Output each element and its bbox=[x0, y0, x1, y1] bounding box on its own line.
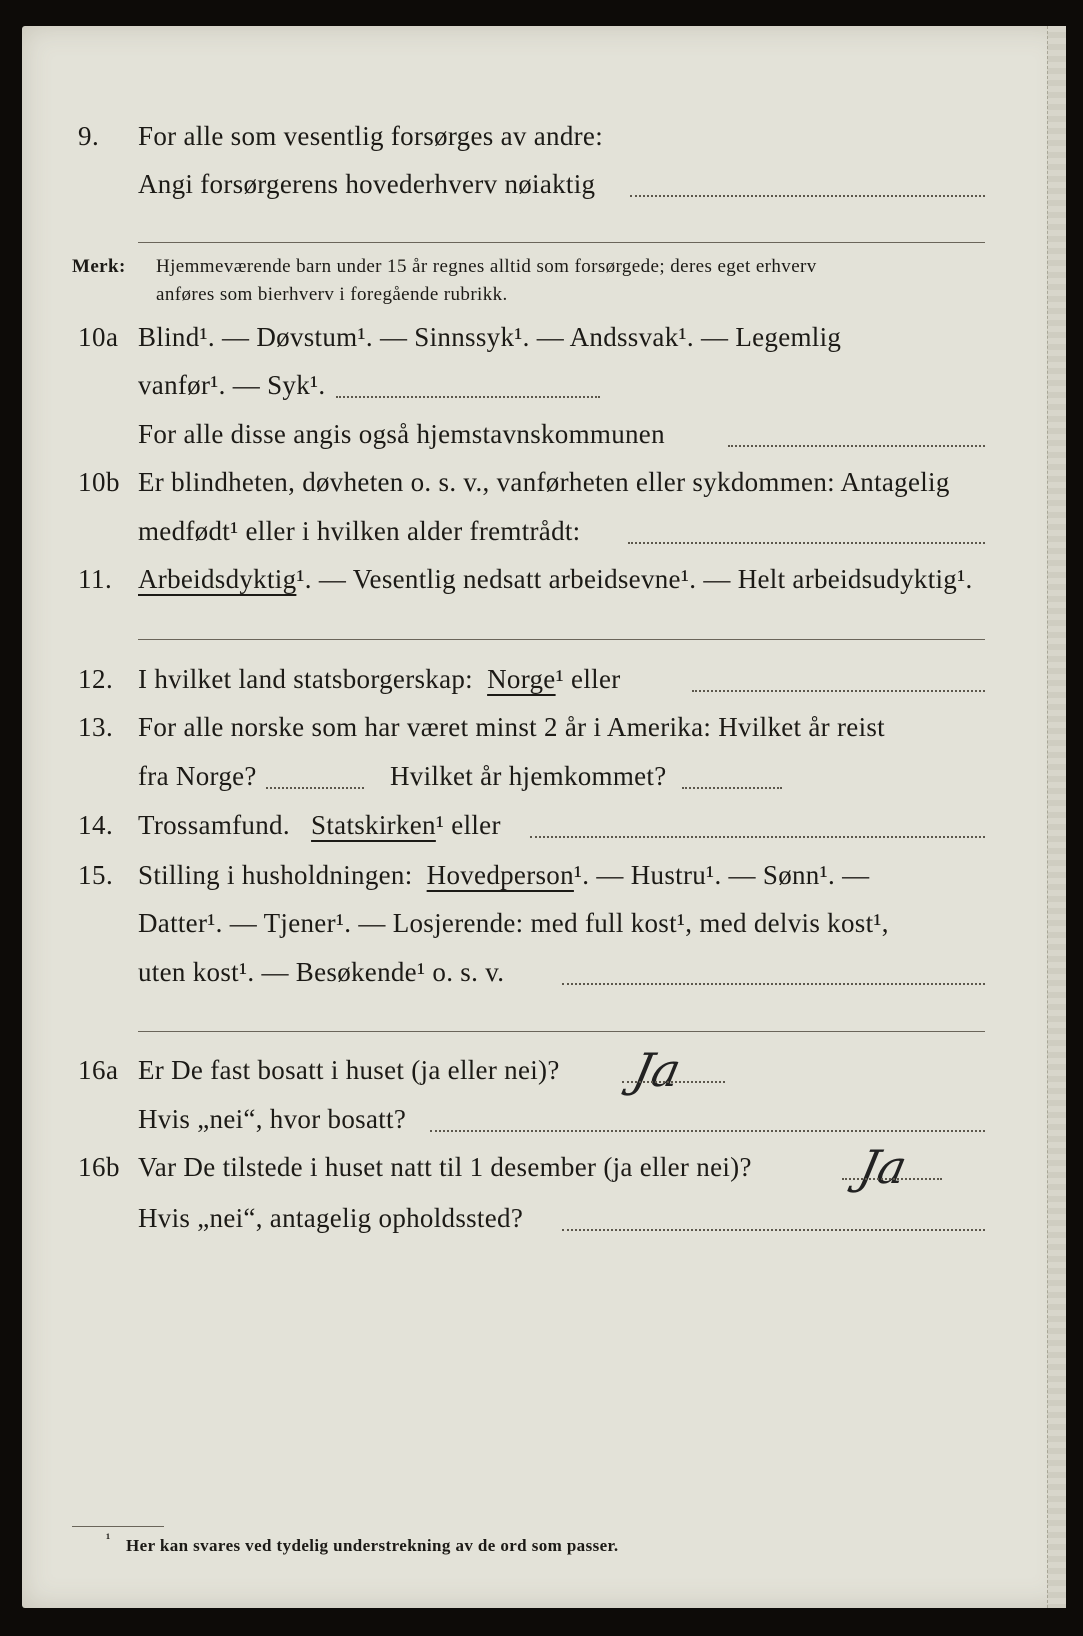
note-text: Hjemmeværende barn under 15 år regnes alltid som forsørgede; deres eget erhverv bbox=[156, 256, 817, 277]
footnote-rule bbox=[72, 1526, 164, 1527]
question-9 bbox=[22, 121, 1066, 161]
question-15 bbox=[22, 860, 1066, 900]
answer-field[interactable] bbox=[842, 1178, 942, 1180]
question-prefix: Stilling i husholdningen: bbox=[138, 860, 413, 890]
handwritten-answer[interactable]: Ja bbox=[628, 1043, 686, 1097]
question-number: 15. bbox=[78, 860, 114, 890]
answer-field[interactable] bbox=[562, 983, 985, 985]
question-text bbox=[138, 564, 973, 595]
question-text: Var De tilstede i huset natt til 1 desember (ja eller nei)? bbox=[138, 1152, 752, 1182]
question-number: 11. bbox=[78, 564, 113, 594]
question-16b bbox=[22, 1140, 1066, 1194]
question-number: 14. bbox=[78, 810, 114, 840]
note-label: Merk: bbox=[72, 256, 126, 277]
answer-field[interactable] bbox=[530, 836, 985, 838]
note-text: anføres som bierhverv i foregående rubrikk. bbox=[156, 284, 508, 305]
question-text: medfødt¹ eller i hvilken alder fremtrådt: bbox=[138, 516, 581, 546]
answer-line[interactable] bbox=[138, 1031, 985, 1032]
question-text: fra Norge? bbox=[138, 761, 257, 791]
question-text bbox=[138, 860, 869, 891]
question-text: Angi forsørgerens hovederhverv nøiaktig bbox=[138, 169, 596, 199]
question-text: Blind¹. — Døvstum¹. — Sinnssyk¹. — Andssvak¹. — Legemlig bbox=[138, 322, 842, 352]
answer-field[interactable] bbox=[562, 1229, 985, 1231]
footnote-text: Her kan svares ved tydelig understrekning av de ord som passer. bbox=[126, 1536, 619, 1555]
footnote bbox=[22, 1532, 1066, 1576]
question-text: For alle norske som har været minst 2 år i Amerika: Hvilket år reist bbox=[138, 712, 885, 742]
question-number: 10a bbox=[78, 322, 119, 352]
question-prefix: Trossamfund. bbox=[138, 810, 290, 840]
question-text bbox=[138, 810, 501, 841]
answer-field[interactable] bbox=[630, 195, 985, 197]
answer-line[interactable] bbox=[138, 639, 985, 640]
question-text: uten kost¹. — Besøkende¹ o. s. v. bbox=[138, 957, 505, 987]
question-13-line2 bbox=[22, 761, 1066, 801]
question-10a bbox=[22, 322, 1066, 362]
answer-field[interactable] bbox=[628, 542, 985, 544]
question-text: vanfør¹. — Syk¹. bbox=[138, 370, 326, 400]
footnote-mark: ¹ bbox=[106, 1532, 111, 1547]
question-16b-line2 bbox=[22, 1203, 1066, 1243]
question-suffix: ¹ eller bbox=[555, 664, 621, 694]
note-line2 bbox=[22, 284, 1066, 324]
question-text: Hvilket år hjemkommet? bbox=[390, 761, 667, 791]
selected-option[interactable]: Arbeidsdyktig bbox=[138, 564, 297, 594]
answer-field-year-left[interactable] bbox=[266, 787, 364, 789]
answer-field[interactable] bbox=[336, 396, 600, 398]
question-text: For alle disse angis også hjemstavnskommunen bbox=[138, 419, 665, 449]
question-10b-line2 bbox=[22, 516, 1066, 556]
question-text: Er De fast bosatt i huset (ja eller nei)? bbox=[138, 1055, 560, 1085]
question-text: Er blindheten, døvheten o. s. v., vanførheten eller sykdommen: Antagelig bbox=[138, 467, 950, 497]
question-text: Hvis „nei“, antagelig opholdssted? bbox=[138, 1203, 524, 1233]
question-10b bbox=[22, 467, 1066, 507]
question-suffix: ¹ eller bbox=[435, 810, 501, 840]
answer-field[interactable] bbox=[430, 1130, 985, 1132]
question-14 bbox=[22, 810, 1066, 850]
answer-field[interactable] bbox=[622, 1081, 725, 1083]
question-number: 16a bbox=[78, 1055, 119, 1085]
answer-line[interactable] bbox=[138, 242, 985, 243]
question-suffix: ¹. — Hustru¹. — Sønn¹. — bbox=[573, 860, 870, 890]
selected-option[interactable]: Hovedperson bbox=[426, 860, 574, 890]
selected-option[interactable]: Statskirken bbox=[311, 810, 436, 840]
question-number: 12. bbox=[78, 664, 114, 694]
question-number: 9. bbox=[78, 121, 100, 151]
question-text: For alle som vesentlig forsørges av andre: bbox=[138, 121, 603, 151]
question-9-line2 bbox=[22, 169, 1066, 209]
answer-field[interactable] bbox=[692, 690, 985, 692]
question-12 bbox=[22, 664, 1066, 704]
question-11 bbox=[22, 564, 1066, 604]
question-text-rest: ¹. — Vesentlig nedsatt arbeidsevne¹. — Helt arbeidsudyktig¹. bbox=[296, 564, 973, 594]
question-10a-line3 bbox=[22, 419, 1066, 459]
question-number: 10b bbox=[78, 467, 120, 497]
question-number: 16b bbox=[78, 1152, 120, 1182]
handwritten-answer[interactable]: Ja bbox=[854, 1140, 912, 1194]
question-10a-line2 bbox=[22, 370, 1066, 410]
question-text bbox=[138, 664, 621, 695]
question-text: Datter¹. — Tjener¹. — Losjerende: med full kost¹, med delvis kost¹, bbox=[138, 908, 889, 938]
answer-field[interactable] bbox=[728, 445, 985, 447]
question-prefix: I hvilket land statsborgerskap: bbox=[138, 664, 473, 694]
question-13 bbox=[22, 712, 1066, 752]
question-text: Hvis „nei“, hvor bosatt? bbox=[138, 1104, 407, 1134]
question-16a-line2 bbox=[22, 1104, 1066, 1144]
question-15-line2 bbox=[22, 908, 1066, 948]
selected-option[interactable]: Norge bbox=[487, 664, 556, 694]
question-16a bbox=[22, 1043, 1066, 1097]
question-15-line3 bbox=[22, 957, 1066, 997]
question-number: 13. bbox=[78, 712, 114, 742]
answer-field-year-returned[interactable] bbox=[682, 787, 782, 789]
census-form-page bbox=[22, 26, 1066, 1608]
